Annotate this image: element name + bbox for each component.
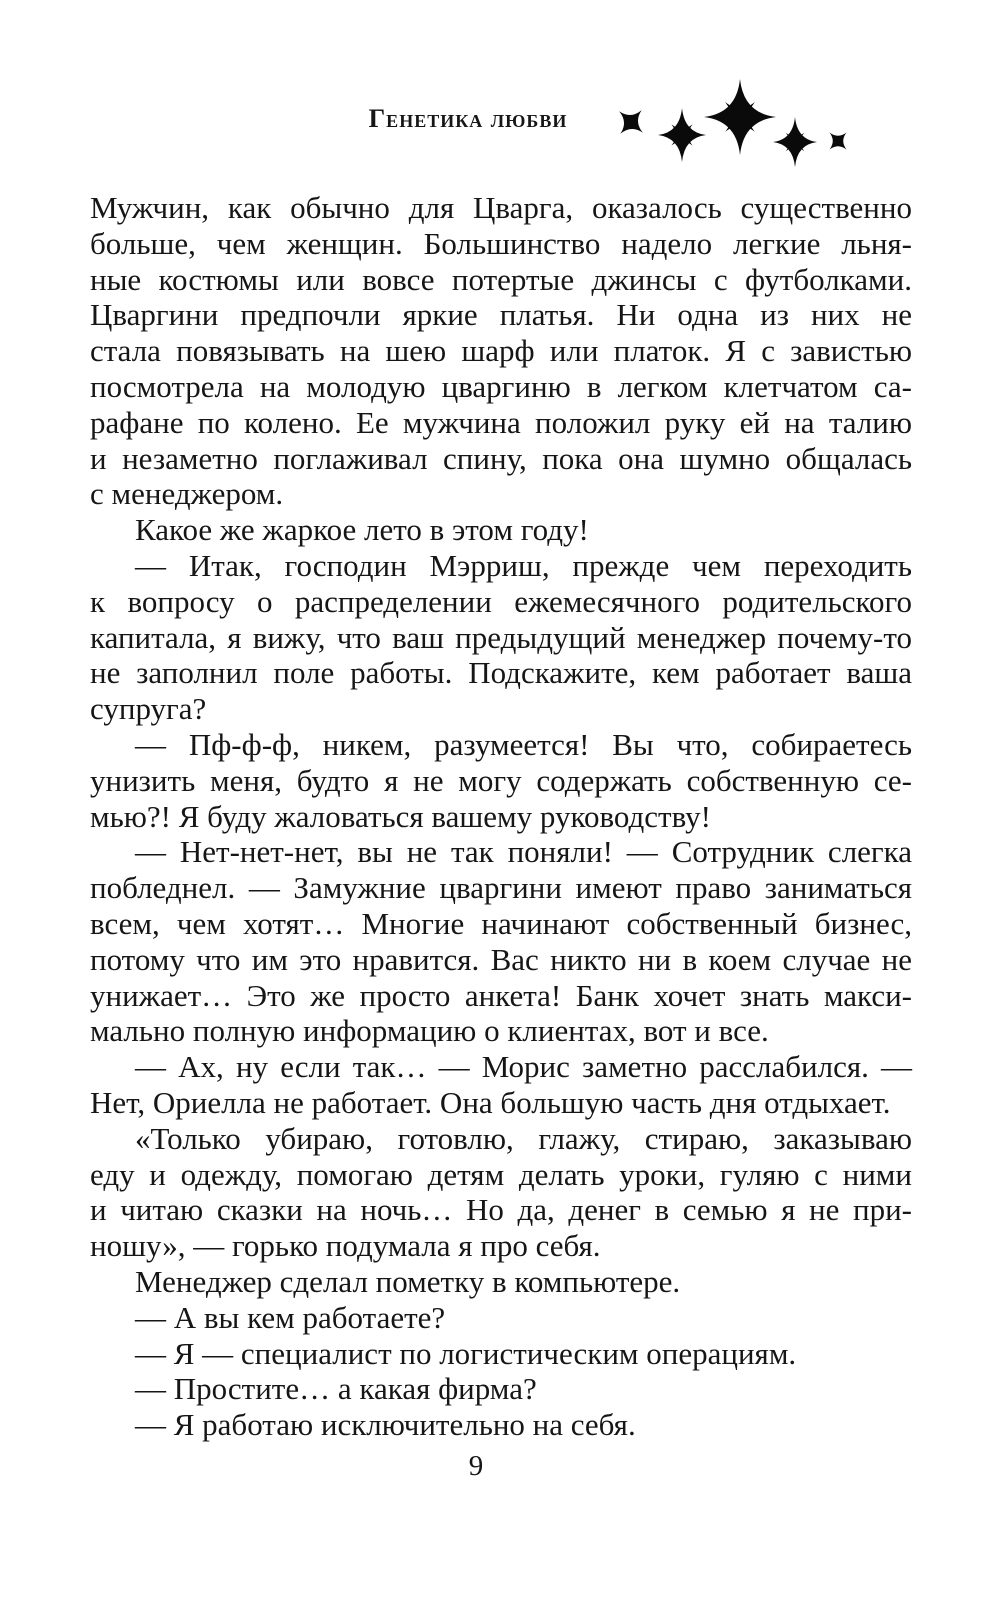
- text-line: Нет, Ориелла не работает. Она большую часть дня отдыхает.: [90, 1084, 891, 1120]
- text-line: мью?! Я буду жаловаться вашему руководству!: [90, 798, 711, 834]
- text-line: Менеджер сделал пометку в компьютере.: [135, 1263, 681, 1299]
- text-line: Мужчин, как обычно для Цварга, оказалось существенно: [90, 190, 912, 225]
- page-number: 9: [468, 1450, 484, 1482]
- text-line: посмотрела на молодую цваргиню в легком клетчатом са-: [90, 368, 912, 404]
- text-line: капитала, я вижу, что ваш предыдущий менеджер почему-то: [90, 619, 912, 655]
- running-title: Генетика любви: [368, 104, 568, 133]
- text-line: унизить меня, будто я не могу содержать собственную се-: [90, 762, 912, 798]
- text-line: — Я — специалист по логистическим операциям.: [135, 1335, 797, 1371]
- text-line: еду и одежду, помогаю детям делать уроки, гуляю с ними: [90, 1156, 912, 1192]
- text-line: Цваргини предпочли яркие платья. Ни одна из них не: [90, 297, 912, 333]
- text-line: унижает… Это же просто анкета! Банк хочет знать макси-: [90, 977, 912, 1013]
- text-line: всем, чем хотят… Многие начинают собственный бизнес,: [90, 905, 912, 941]
- text-line: ные костюмы или вовсе потертые джинсы с футболками.: [90, 261, 912, 297]
- text-line: ношу», — горько подумала я про себя.: [90, 1228, 601, 1264]
- text-line: и незаметно поглаживал спину, пока она шумно общалась: [90, 440, 912, 476]
- text-line: с менеджером.: [90, 476, 284, 512]
- star-large-center: [704, 79, 776, 155]
- text-line: побледнел. — Замужние цваргини имеют право заниматься: [90, 870, 912, 906]
- sparkle-stars-icon: [595, 70, 860, 185]
- text-line: — Пф-ф-ф, никем, разумеется! Вы что, собираетесь: [135, 726, 912, 762]
- star-medium-right: [773, 117, 817, 167]
- text-line: к вопросу о распределении ежемесячного родительского: [90, 583, 912, 619]
- text-line: — Простите… а какая фирма?: [135, 1371, 537, 1407]
- text-line: стала повязывать на шею шарф или платок. Я с завистью: [90, 333, 912, 369]
- text-line: мально полную информацию о клиентах, вот и все.: [90, 1013, 769, 1049]
- text-line: «Только убираю, готовлю, глажу, стираю, заказываю: [135, 1120, 912, 1156]
- text-line: супруга?: [90, 691, 207, 727]
- text-line: — Нет-нет-нет, вы не так поняли! — Сотрудник слегка: [135, 834, 912, 870]
- text-line: и читаю сказки на ночь… Но да, денег в семью я не при-: [90, 1192, 912, 1228]
- text-line: — Я работаю исключительно на себя.: [135, 1407, 636, 1443]
- text-line: потому что им это нравится. Вас никто ни в коем случае не: [90, 941, 912, 977]
- text-line: не заполнил поле работы. Подскажите, кем работает ваша: [90, 655, 912, 691]
- text-line: — Итак, господин Мэрриш, прежде чем переходить: [135, 547, 912, 583]
- text-line: Какое же жаркое лето в этом году!: [135, 512, 589, 548]
- text-line: больше, чем женщин. Большинство надело легкие льня-: [90, 225, 912, 261]
- text-line: — Ах, ну если так… — Морис заметно расслабился. —: [135, 1049, 912, 1085]
- text-line: — А вы кем работаете?: [135, 1299, 446, 1335]
- star-small-right: [821, 124, 855, 158]
- star-medium-left: [658, 108, 706, 162]
- text-block: [90, 190, 912, 1443]
- star-small-left: [608, 99, 653, 144]
- text-line: рафане по колено. Ее мужчина положил руку ей на талию: [90, 404, 912, 440]
